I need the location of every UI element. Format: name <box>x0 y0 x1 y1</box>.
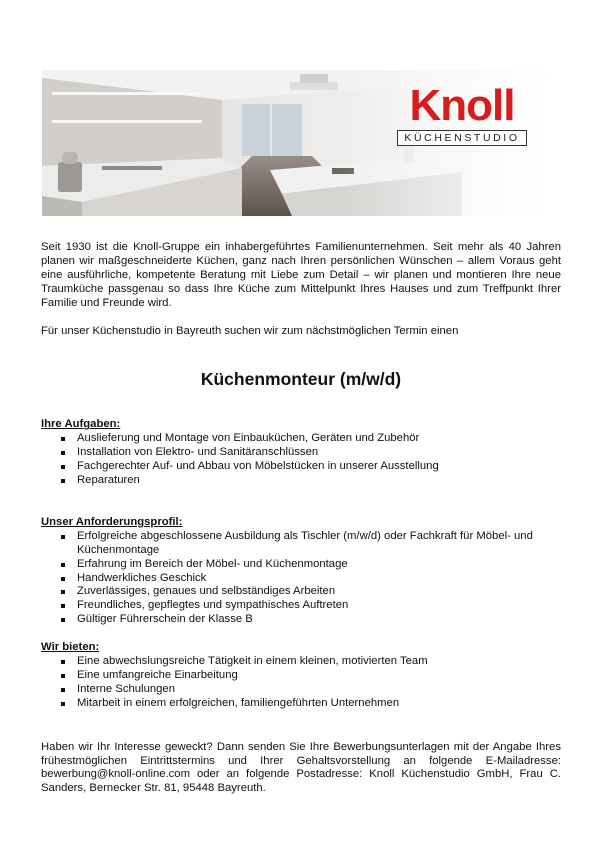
tasks-list <box>41 432 561 488</box>
list-item: Auslieferung und Montage von Einbauküchen, Geräten und Zubehör <box>41 432 561 446</box>
search-paragraph: Für unser Küchenstudio in Bayreuth suchen wir zum nächstmöglichen Termin einen <box>41 324 459 337</box>
logo-wordmark: Knoll <box>409 81 515 130</box>
offer-list <box>41 655 561 711</box>
list-item: Installation von Elektro- und Sanitäranschlüssen <box>41 446 561 460</box>
logo-subtitle: KÜCHENSTUDIO <box>397 130 526 146</box>
list-item: Zuverlässiges, genaues und selbständiges Arbeiten <box>41 585 561 599</box>
list-item: Mitarbeit in einem erfolgreichen, familiengeführten Unternehmen <box>41 697 561 711</box>
list-item: Eine umfangreiche Einarbeitung <box>41 669 561 683</box>
profile-list <box>41 530 561 627</box>
job-title: Küchenmonteur (m/w/d) <box>200 369 402 390</box>
offer-heading: Wir bieten: <box>41 641 100 654</box>
intro-paragraph: Seit 1930 ist die Knoll-Gruppe ein inhabergeführtes Familienunternehmen. Seit mehr als 40 Jahren planen wir maßgeschneiderte Küchen, ganz nach Ihren persönlichen Wünschen – allem Voraus geht eine ausführliche, kompetente Beratung mit Liebe zum Detail – wir planen und montieren Ihre neue Traumküche passgenau so dass Ihre Küche zum Mittelpunkt Ihres Hauses und zum Treffpunkt Ihrer Familie und Freunde wird. <box>41 241 561 309</box>
list-item: Interne Schulungen <box>41 683 561 697</box>
header-banner <box>42 70 552 216</box>
list-item: Handwerkliches Geschick <box>41 572 561 586</box>
list-item: Erfahrung im Bereich der Möbel- und Küchenmontage <box>41 558 561 572</box>
list-item: Reparaturen <box>41 474 561 488</box>
profile-heading: Unser Anforderungsprofil: <box>41 515 183 528</box>
list-item: Fachgerechter Auf- und Abbau von Möbelstücken in unserer Ausstellung <box>41 460 561 474</box>
list-item: Eine abwechslungsreiche Tätigkeit in einem kleinen, motivierten Team <box>41 655 561 669</box>
job-ad-body <box>41 241 561 796</box>
tasks-heading: Ihre Aufgaben: <box>41 418 121 431</box>
list-item: Freundliches, gepflegtes und sympathisches Auftreten <box>41 599 561 613</box>
knoll-logo <box>378 81 546 146</box>
closing-paragraph: Haben wir Ihr Interesse geweckt? Dann senden Sie Ihre Bewerbungsunterlagen mit der Angabe Ihres frühestmöglichen Eintrittstermins und Ihrer Gehaltsvorstellung an folgende E-Mailadresse: bewerbung@knoll-online.com oder an folgende Postadresse: Knoll Küchenstudio GmbH, Frau C. Sanders, Bernecker Str. 81, 95448 Bayreuth. <box>41 740 561 795</box>
list-item: Erfolgreiche abgeschlossene Ausbildung als Tischler (m/w/d) oder Fachkraft für Möbel- und Küchenmontage <box>41 530 561 558</box>
list-item: Gültiger Führerschein der Klasse B <box>41 613 561 627</box>
